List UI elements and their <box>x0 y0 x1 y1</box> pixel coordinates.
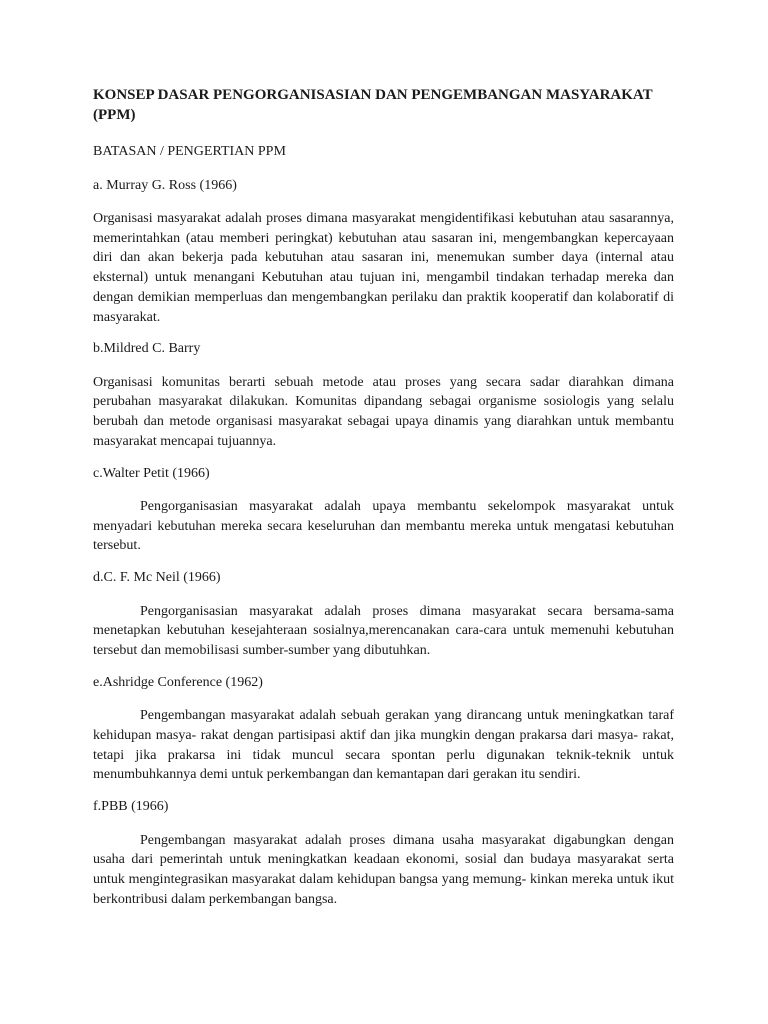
definition-text-mcneil: Pengorganisasian masyarakat adalah proses dimana masyarakat secara bersama-sama menetapkan kebutuhan kesejahteraan sosialnya,merencanakan cara-cara untuk memenuhi kebutuhan tersebut dan memobilisasi sumber-sumber yang dibutuhkan. <box>93 603 674 659</box>
definition-text-ross: Organisasi masyarakat adalah proses dimana masyarakat mengidentifikasi kebutuhan atau sasarannya, memerintahkan (atau memberi peringkat) kebutuhan atau sasaran ini, mengembangkan kepercayaan diri dan akan bekerja pada kebutuhan atau sasaran ini, menemukan sumber daya (internal atau eksternal) untuk menangani Kebutuhan atau tujuan ini, mengambil tindakan terhadap mereka dan dengan demikian memperluas dan mengembangkan perilaku dan praktik kooperatif dan kolaboratif di masyarakat. <box>93 211 674 325</box>
definition-source-mcneil: d.C. F. Mc Neil (1966) <box>93 570 221 586</box>
definition-text-ashridge: Pengembangan masyarakat adalah sebuah gerakan yang dirancang untuk meningkatkan taraf kehidupan masya- rakat dengan partisipasi aktif dan jika mungkin dengan prakarsa dari masya- rakat, tetapi jika prakarsa ini tidak muncul secara spontan perlu digunakan teknik-teknik untuk menumbuhkannya demi untuk perkembangan dan kemantapan dari gerakan itu sendiri. <box>93 708 674 783</box>
definition-source-pbb: f.PBB (1966) <box>93 799 169 815</box>
definition-text-petit: Pengorganisasian masyarakat adalah upaya membantu sekelompok masyarakat untuk menyadari kebutuhan mereka secara keseluruhan dan membantu mereka untuk mengatasi kebutuhan tersebut. <box>93 499 674 554</box>
definition-source-barry: b.Mildred C. Barry <box>93 341 201 357</box>
document-page <box>93 86 674 921</box>
definition-text-pbb: Pengembangan masyarakat adalah proses dimana usaha masyarakat digabungkan dengan usaha dari pemerintah untuk meningkatkan keadaan ekonomi, sosial dan budaya masyarakat serta untuk mengintegrasikan masyarakat dalam kehidupan bangsa yang memung- kinkan mereka untuk ikut berkontribusi dalam perkembangan bangsa. <box>93 832 674 907</box>
definition-text-barry: Organisasi komunitas berarti sebuah metode atau proses yang secara sadar diarahkan dimana perubahan masyarakat dilakukan. Komunitas dipandang sebagai organisme sosiologis yang selalu berubah dan metode organisasi masyarakat sebagai upaya dinamis yang diarahkan untuk membantu masyarakat mencapai tujuannya. <box>93 374 674 449</box>
document-title: KONSEP DASAR PENGORGANISASIAN DAN PENGEMBANGAN MASYARAKAT (PPM) <box>93 87 653 123</box>
definition-source-petit: c.Walter Petit (1966) <box>93 465 210 481</box>
definition-source-ross: a. Murray G. Ross (1966) <box>93 177 237 193</box>
section-heading: BATASAN / PENGERTIAN PPM <box>93 144 286 159</box>
definition-source-ashridge: e.Ashridge Conference (1962) <box>93 674 263 690</box>
